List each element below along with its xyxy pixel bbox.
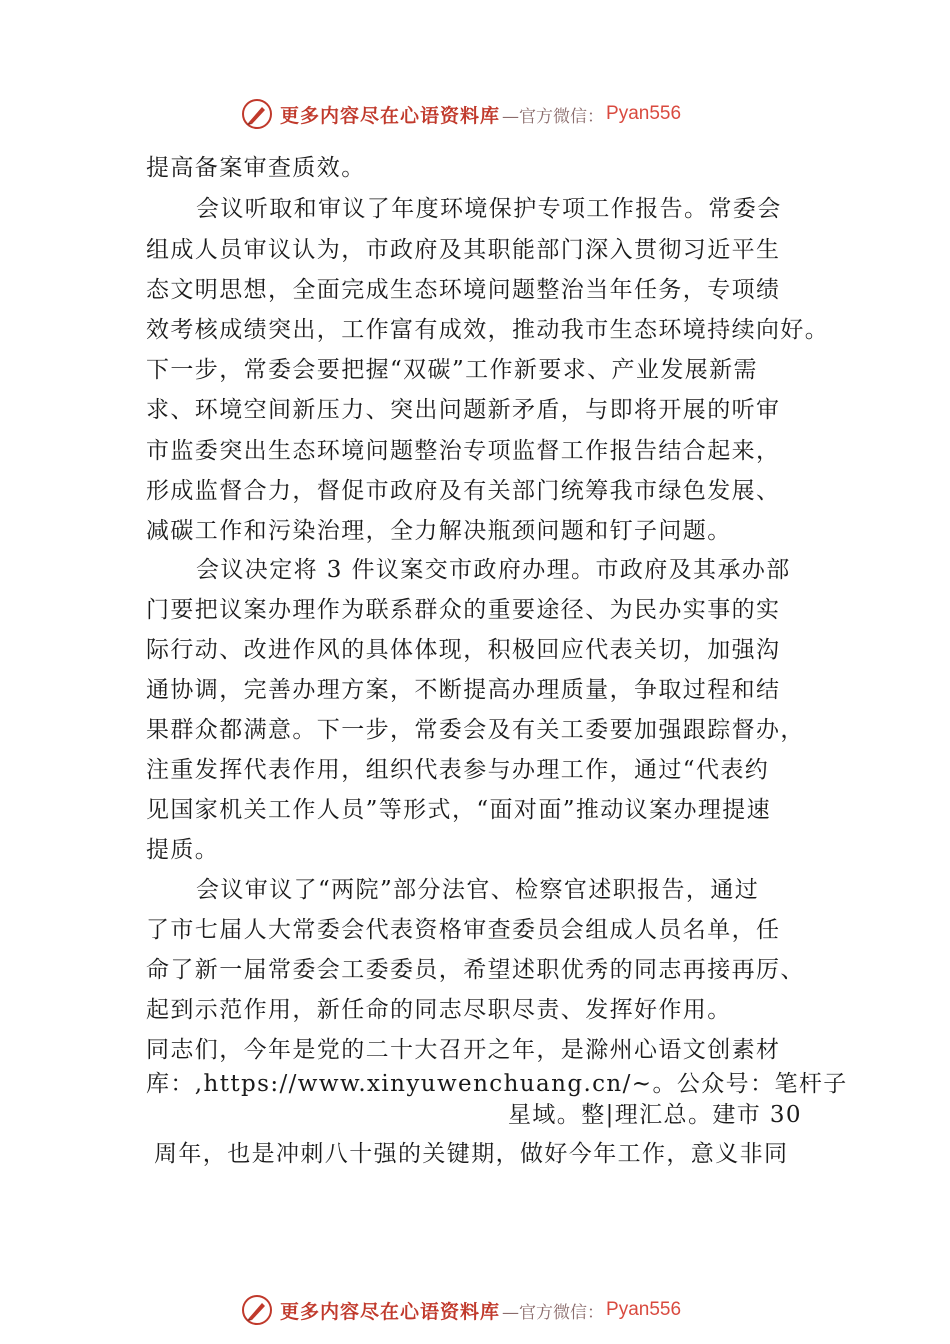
text-line: 提高备案审查质效。 xyxy=(146,155,366,181)
text-line: 市监委突出生态环境问题整治专项监督工作报告结合起来， xyxy=(146,438,781,464)
text-line: 下一步，常委会要把握“双碳”工作新要求、产业发展新需 xyxy=(146,357,758,383)
text-line: 见国家机关工作人员”等形式，“面对面”推动议案办理提速 xyxy=(146,797,772,823)
text-line: 减碳工作和污染治理，全力解决瓶颈问题和钉子问题。 xyxy=(146,518,732,544)
watermark-wechat-id: Pyan556 xyxy=(606,103,682,124)
watermark-sub-text: —官方微信： xyxy=(502,106,605,127)
watermark-header xyxy=(240,96,740,132)
watermark-wechat-id: Pyan556 xyxy=(606,1299,682,1320)
text-line: 周年，也是冲刺八十强的关键期，做好今年工作，意义非同 xyxy=(154,1141,789,1167)
text-line: 库：,https://www.xinyuwenchuang.cn/~。公众号：笔杆子 xyxy=(146,1071,848,1097)
text-line: 果群众都满意。下一步，常委会及有关工委要加强跟踪督办， xyxy=(146,717,805,743)
watermark-main-text: 更多内容尽在心语资料库 xyxy=(280,1300,501,1323)
text-line: 命了新一届常委会工委委员，希望述职优秀的同志再接再厉、 xyxy=(146,957,805,983)
text-line: 注重发挥代表作用，组织代表参与办理工作，通过“代表约 xyxy=(146,757,770,783)
text-line: 求、环境空间新压力、突出问题新矛盾，与即将开展的听审 xyxy=(146,397,781,423)
text-line: 会议听取和审议了年度环境保护专项工作报告。常委会 xyxy=(196,196,782,222)
text-line: 了市七届人大常委会代表资格审查委员会组成人员名单，任 xyxy=(146,917,781,943)
text-line: 起到示范作用，新任命的同志尽职尽责、发挥好作用。 xyxy=(146,997,732,1023)
watermark-main-text: 更多内容尽在心语资料库 xyxy=(280,104,501,127)
text-line: 提质。 xyxy=(146,837,220,863)
text-line: 通协调，完善办理方案，不断提高办理质量，争取过程和结 xyxy=(146,677,781,703)
text-line: 会议决定将 3 件议案交市政府办理。市政府及其承办部 xyxy=(196,557,791,583)
watermark-footer xyxy=(240,1292,740,1328)
text-line: 门要把议案办理作为联系群众的重要途径、为民办实事的实 xyxy=(146,597,781,623)
watermark-sub-text: —官方微信： xyxy=(502,1302,605,1323)
text-line: 会议审议了“两院”部分法官、检察官述职报告，通过 xyxy=(196,877,760,903)
text-line: 组成人员审议认为，市政府及其职能部门深入贯彻习近平生 xyxy=(146,237,781,263)
text-line: 形成监督合力，督促市政府及有关部门统筹我市绿色发展、 xyxy=(146,478,781,504)
text-line: 效考核成绩突出，工作富有成效，推动我市生态环境持续向好。 xyxy=(146,317,830,343)
text-line: 际行动、改进作风的具体体现，积极回应代表关切，加强沟 xyxy=(146,637,781,663)
text-line: 同志们，今年是党的二十大召开之年，是滁州心语文创素材 xyxy=(146,1037,781,1063)
pen-logo-icon xyxy=(240,1293,274,1327)
text-line: 态文明思想，全面完成生态环境问题整治当年任务，专项绩 xyxy=(146,277,781,303)
text-line: 星域。整|理汇总。建市 30 xyxy=(508,1102,802,1128)
pen-logo-icon xyxy=(240,97,274,131)
